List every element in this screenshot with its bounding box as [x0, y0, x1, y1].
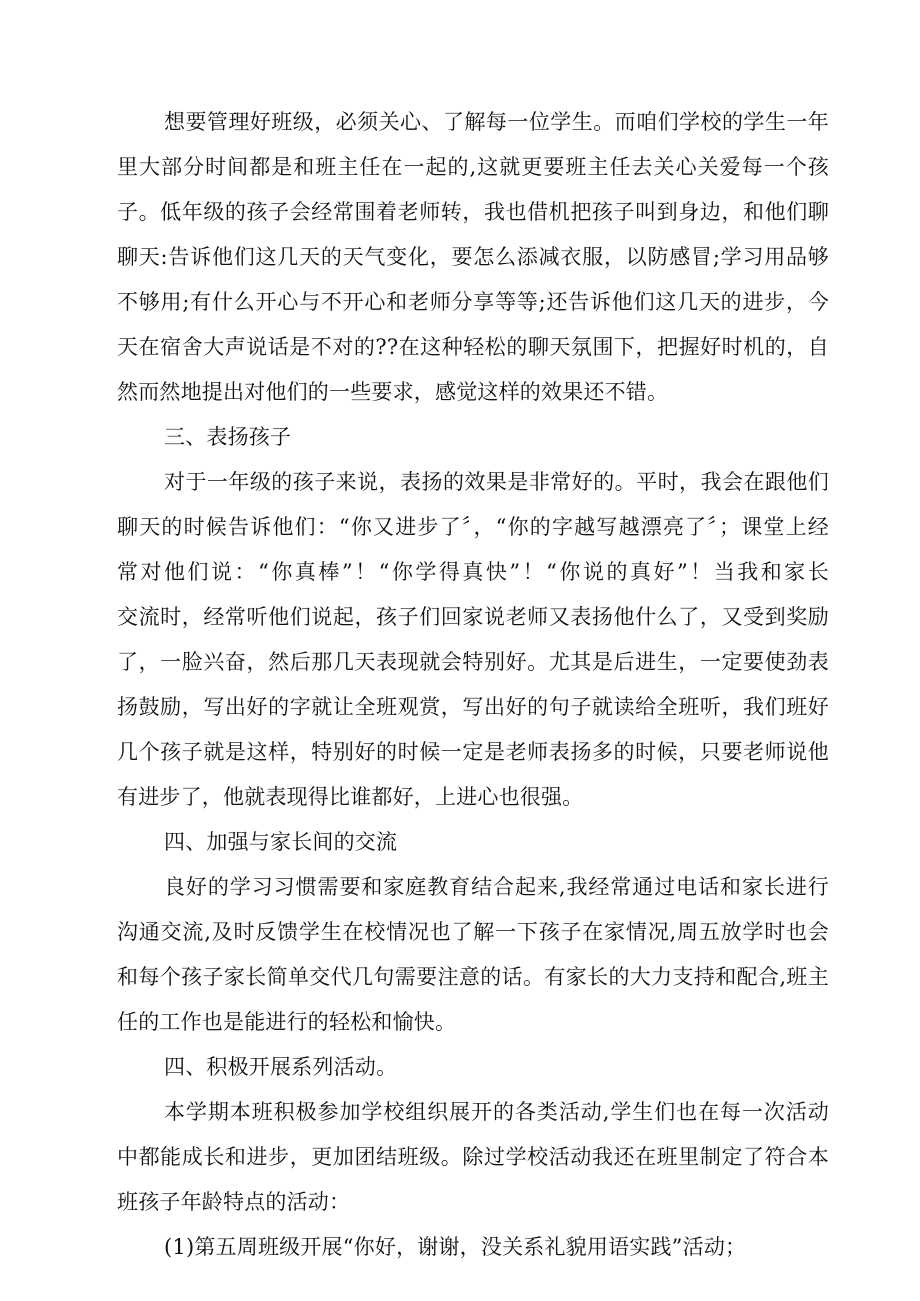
paragraph-2-line-7: 几个孩子就是这样，特别好的时候一定是老师表扬多的时候，只要老师说他: [117, 740, 829, 764]
paragraph-2-line-3: 常对他们说：“你真棒”！“你学得真快”！“你说的真好”！当我和家长: [117, 560, 829, 584]
paragraph-2-line-8: 有进步了，他就表现得比谁都好，上进心也很强。: [117, 785, 584, 809]
list-item-1: (1)第五周班级开展“你好，谢谢，没关系礼貌用语实践”活动；: [164, 1235, 747, 1259]
paragraph-1-line-2: 里大部分时间都是和班主任在一起的,这就更要班主任去关心关爱每一个孩: [117, 155, 829, 179]
paragraph-4-line-1: 本学期本班积极参加学校组织展开的各类活动,学生们也在每一次活动: [164, 1100, 829, 1124]
paragraph-1-line-5: 不够用;有什么开心与不开心和老师分享等等;还告诉他们这几天的进步，今: [117, 290, 829, 314]
paragraph-3-line-1: 良好的学习习惯需要和家庭教育结合起来,我经常通过电话和家长进行: [164, 875, 829, 899]
paragraph-4-line-2: 中都能成长和进步，更加团结班级。除过学校活动我还在班里制定了符合本: [117, 1145, 829, 1169]
paragraph-2-line-6: 扬鼓励，写出好的字就让全班观赏，写出好的句子就读给全班听，我们班好: [117, 695, 829, 719]
paragraph-1-line-1: 想要管理好班级，必须关心、了解每一位学生。而咱们学校的学生一年: [164, 110, 829, 134]
paragraph-2-line-2: 聊天的时候告诉他们：“你又进步了〞，“你的字越写越漂亮了〞；课堂上经: [117, 515, 829, 539]
paragraph-1-line-7: 然而然地提出对他们的一些要求，感觉这样的效果还不错。: [117, 380, 669, 404]
section-heading-3: 三、表扬孩子: [164, 425, 292, 449]
paragraph-3-line-4: 任的工作也是能进行的轻松和愉快。: [117, 1010, 457, 1034]
paragraph-3-line-2: 沟通交流,及时反馈学生在校情况也了解一下孩子在家情况,周五放学时也会: [117, 920, 829, 944]
paragraph-1-line-6: 天在宿舍大声说话是不对的??在这种轻松的聊天氛围下，把握好时机的，自: [117, 335, 829, 359]
paragraph-3-line-3: 和每个孩子家长简单交代几句需要注意的话。有家长的大力支持和配合,班主: [117, 965, 829, 989]
section-heading-4-activities: 四、积极开展系列活动。: [164, 1055, 398, 1079]
paragraph-2-line-1: 对于一年级的孩子来说，表扬的效果是非常好的。平时，我会在跟他们: [164, 470, 829, 494]
paragraph-2-line-4: 交流时，经常听他们说起，孩子们回家说老师又表扬他什么了，又受到奖励: [117, 605, 829, 629]
section-heading-4-communication: 四、加强与家长间的交流: [164, 830, 398, 854]
paragraph-1-line-4: 聊天:告诉他们这几天的天气变化，要怎么添减衣服，以防感冒;学习用品够: [117, 245, 829, 269]
paragraph-1-line-3: 子。低年级的孩子会经常围着老师转，我也借机把孩子叫到身边，和他们聊: [117, 200, 829, 224]
paragraph-2-line-5: 了，一脸兴奋，然后那几天表现就会特别好。尤其是后进生，一定要使劲表: [117, 650, 829, 674]
paragraph-4-line-3: 班孩子年龄特点的活动：: [117, 1190, 351, 1214]
